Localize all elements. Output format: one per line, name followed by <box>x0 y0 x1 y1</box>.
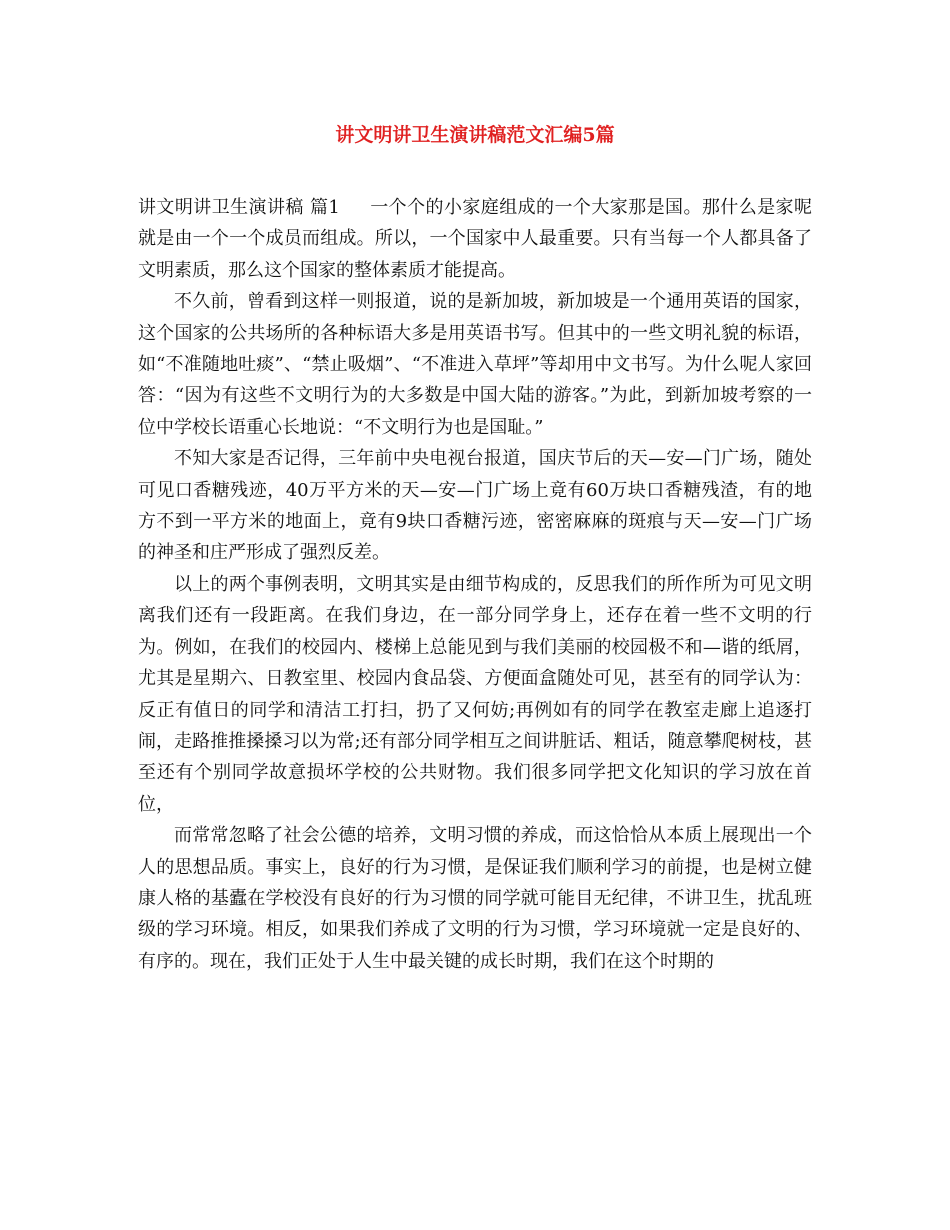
section-label: 讲文明讲卫生演讲稿 篇1 <box>138 197 340 218</box>
paragraph-1 <box>138 192 812 286</box>
paragraph-4: 以上的两个事例表明，文明其实是由细节构成的，反思我们的所作所为可见文明离我们还有一段距离。在我们身边，在一部分同学身上，还存在着一些不文明的行为。例如，在我们的校园内、楼梯上总能见到与我们美丽的校园极不和—谐的纸屑，尤其是星期六、日教室里、校园内食品袋、方便面盒随处可见，甚至有的同学认为：反正有值日的同学和清洁工打扫，扔了又何妨;再例如有的同学在教室走廊上追逐打闹，走路推推搡搡习以为常;还有部分同学相互之间讲脏话、粗话，随意攀爬树枝，甚至还有个别同学故意损坏学校的公共财物。我们很多同学把文化知识的学习放在首位， <box>138 573 812 815</box>
paragraph-5: 而常常忽略了社会公德的培养，文明习惯的养成，而这恰恰从本质上展现出一个人的思想品质。事实上，良好的行为习惯，是保证我们顺利学习的前提，也是树立健康人格的基蠹在学校没有良好的行为习惯的同学就可能目无纪律，不讲卫生，扰乱班级的学习环境。相反，如果我们养成了文明的行为习惯，学习环境就一定是良好的、有序的。现在，我们正处于人生中最关键的成长时期，我们在这个时期的 <box>138 825 812 972</box>
document-title: 讲文明讲卫生演讲稿范文汇编5篇 <box>335 124 615 146</box>
paragraph-3: 不知大家是否记得，三年前中央电视台报道，国庆节后的天—安—门广场，随处可见口香糖残迹，40万平方米的天—安—门广场上竟有60万块口香糖残渣，有的地方不到一平方米的地面上，竟有9块口香糖污迹，密密麻麻的斑痕与天—安—门广场的神圣和庄严形成了强烈反差。 <box>138 448 812 564</box>
paragraph-1-text: 一个个的小家庭组成的一个大家那是国。那什么是家呢就是由一个一个成员而组成。所以，一个国家中人最重要。只有当每一个人都具备了文明素质，那么这个国家的整体素质才能提高。 <box>138 197 812 281</box>
paragraph-2: 不久前，曾看到这样一则报道，说的是新加坡，新加坡是一个通用英语的国家，这个国家的公共场所的各种标语大多是用英语书写。但其中的一些文明礼貌的标语，如“不准随地吐痰”、“禁止吸烟”、“不准进入草坪”等却用中文书写。为什么呢人家回答：“因为有这些不文明行为的大多数是中国大陆的游客。”为此，到新加坡考察的一位中学校长语重心长地说：“不文明行为也是国耻。” <box>138 291 812 438</box>
document-body <box>138 192 812 977</box>
